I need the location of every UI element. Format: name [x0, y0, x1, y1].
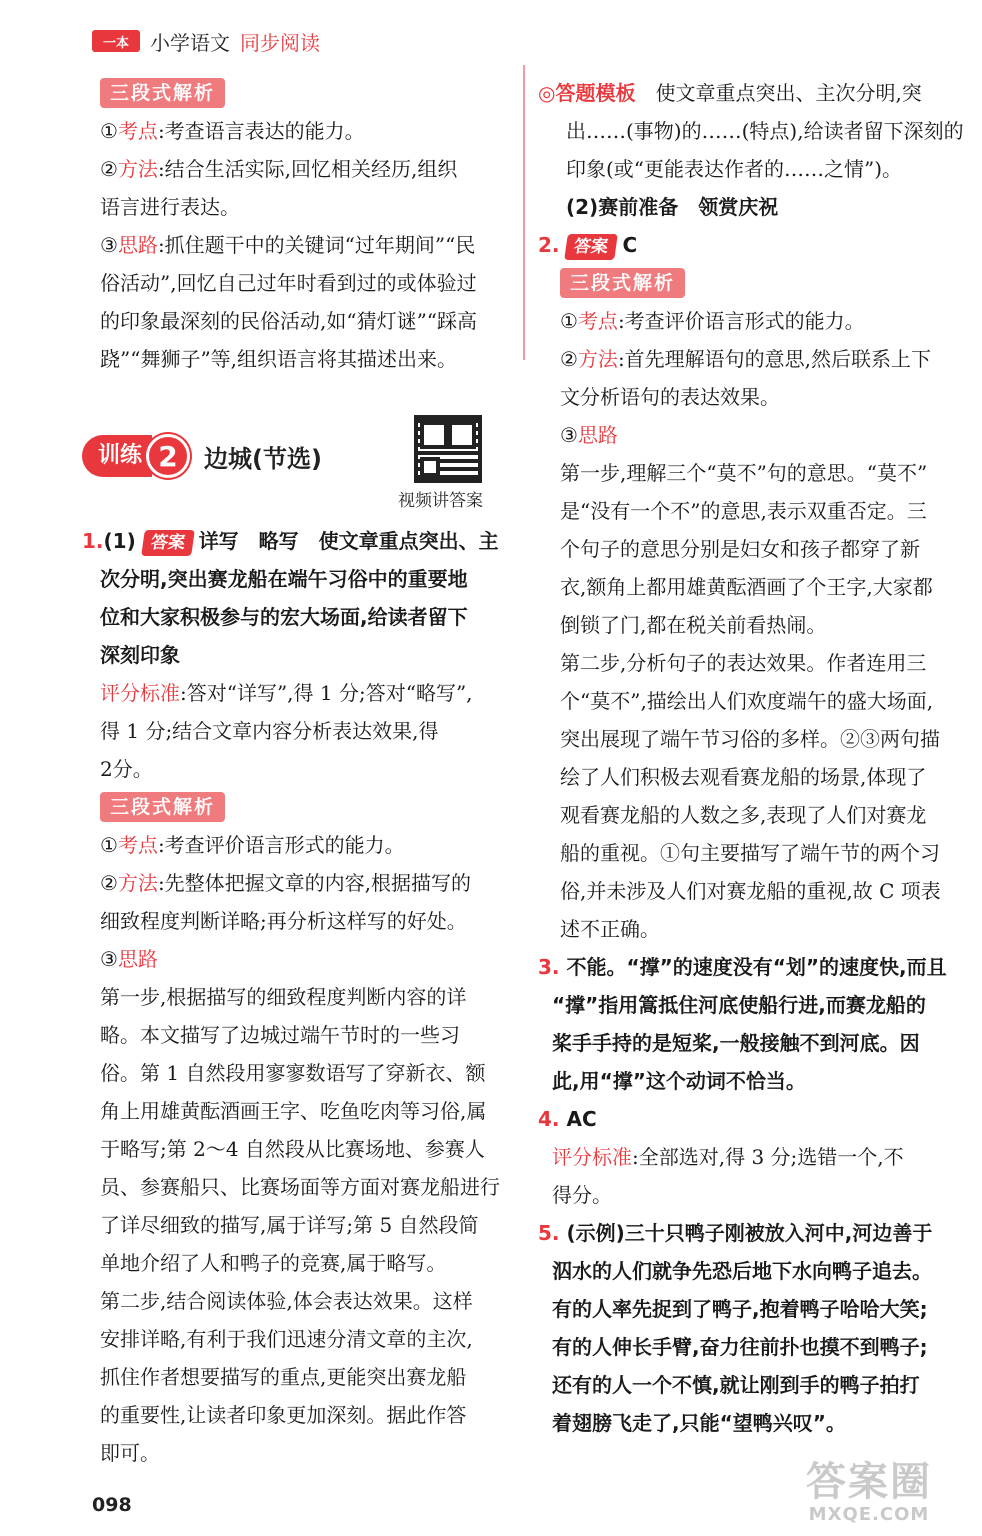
kaodian-text: :考查评价语言形式的能力。 — [617, 309, 865, 333]
q3-line — [538, 948, 962, 986]
text-line: 略。本文描写了边城过端午节时的一些习 — [100, 1023, 460, 1047]
text-line: 俗。第 1 自然段用寥寥数语写了穿新衣、额 — [100, 1061, 486, 1085]
score-label: 评分标准 — [100, 681, 180, 705]
text-line: 即可。 — [100, 1441, 160, 1465]
kaodian-line — [100, 826, 502, 864]
qr-code-icon[interactable] — [414, 415, 482, 483]
item-number: ① — [560, 309, 578, 333]
text-line: 单地介绍了人和鸭子的竞赛,属于略写。 — [100, 1251, 447, 1275]
section-heading: 三段式解析 — [100, 792, 225, 822]
text-line: 倒锁了门,都在税关前看热闹。 — [560, 613, 827, 637]
score-text: 得分。 — [552, 1183, 612, 1207]
fangfa-line — [560, 340, 962, 378]
text-line: 述不正确。 — [560, 917, 660, 941]
item-number: ② — [100, 871, 118, 895]
item-number: ② — [560, 347, 578, 371]
text-line: 抓住作者想要描写的重点,更能突出赛龙船 — [100, 1365, 467, 1389]
question-number: 3. — [538, 955, 560, 979]
training-title: 边城(节选) — [204, 444, 322, 473]
item-number: ③ — [100, 233, 118, 257]
fangfa-label: 方法 — [117, 871, 158, 895]
score-text: :答对“详写”,得 1 分;答对“略写”, — [180, 681, 473, 705]
answer-tag: 答案 — [141, 530, 195, 556]
item-number: ② — [100, 157, 118, 181]
question-number: 5. — [538, 1221, 560, 1245]
silu-line — [100, 226, 500, 264]
score-line — [552, 1138, 962, 1176]
text-line: 第一步,理解三个“莫不”句的意思。“莫不” — [560, 461, 928, 485]
answer-text: 桨手手持的是短桨,一般接触不到河底。因 — [552, 1031, 920, 1055]
book-subtitle: 同步阅读 — [240, 30, 320, 55]
answer-text: 泅水的人们就争先恐后地下水向鸭子追去。 — [552, 1259, 932, 1283]
q1-answer-line — [82, 522, 502, 560]
item-number: ③ — [560, 423, 578, 447]
fangfa-text: :首先理解语句的意思,然后联系上下 — [617, 347, 932, 371]
column-divider — [523, 65, 525, 360]
text-line: 的印象最深刻的民俗活动,如“猜灯谜”“踩高 — [100, 309, 478, 333]
text-line: 的重要性,让读者印象更加深刻。据此作答 — [100, 1403, 467, 1427]
text-line: 第二步,分析句子的表达效果。作者连用三 — [560, 651, 927, 675]
answer-text: C — [622, 233, 638, 257]
watermark — [806, 1459, 932, 1525]
answer-text: 不能。“撑”的速度没有“划”的速度快,而且 — [566, 955, 947, 979]
silu-label: 思路 — [117, 233, 158, 257]
text-line: 跷”“舞狮子”等,组织语言将其描述出来。 — [100, 347, 458, 371]
text-line: 突出展现了端午节习俗的多样。②③两句描 — [560, 727, 940, 751]
template-text: 出……(事物)的……(特点),给读者留下深刻的 — [566, 119, 964, 143]
q1-part2-answer: (2)赛前准备 领赏庆祝 — [566, 195, 779, 219]
training-label: 训练 — [82, 435, 152, 477]
text-line: 是“没有一个不”的意思,表示双重否定。三 — [560, 499, 927, 523]
qr-label: 视频讲答案 — [398, 491, 483, 511]
question-number: 2. — [538, 233, 560, 257]
silu-line — [560, 416, 962, 454]
q4-line — [538, 1100, 962, 1138]
answer-text: 有的人伸长手臂,奋力往前扑也摸不到鸭子; — [552, 1335, 928, 1359]
kaodian-label: 考点 — [577, 309, 618, 333]
page-number: 098 — [92, 1494, 132, 1516]
text-line: 细致程度判断详略;再分析这样写的好处。 — [100, 909, 467, 933]
kaodian-label: 考点 — [117, 119, 158, 143]
answer-text: (示例)三十只鸭子刚被放入河中,河边善于 — [566, 1221, 933, 1245]
kaodian-label: 考点 — [117, 833, 158, 857]
score-text: 2分。 — [100, 757, 153, 781]
fangfa-text: :结合生活实际,回忆相关经历,组织 — [157, 157, 458, 181]
q2-answer-line — [538, 226, 962, 264]
section-heading: 三段式解析 — [100, 78, 225, 108]
answer-text: 深刻印象 — [100, 643, 180, 667]
question-number: 4. — [538, 1107, 560, 1131]
answer-text: 次分明,突出赛龙船在端午习俗中的重要地 — [100, 567, 468, 591]
score-line — [100, 674, 502, 712]
answer-text: 有的人率先捉到了鸭子,抱着鸭子哈哈大笑; — [552, 1297, 928, 1321]
text-line: 个“莫不”,描绘出人们欢度端午的盛大场面, — [560, 689, 934, 713]
brand-logo: 一本 — [92, 30, 140, 52]
silu-label: 思路 — [117, 947, 158, 971]
answer-text: 详写 略写 使文章重点突出、主 — [198, 529, 499, 553]
answer-text: 位和大家积极参与的宏大场面,给读者留下 — [100, 605, 468, 629]
template-line — [538, 74, 962, 112]
text-line: 员、参赛船只、比赛场面等方面对赛龙船进行 — [100, 1175, 500, 1199]
q1-part: (1) — [103, 529, 136, 553]
answer-text: 着翅膀飞走了,只能“望鸭兴叹”。 — [552, 1411, 846, 1435]
item-number: ① — [100, 119, 118, 143]
text-line: 于略写;第 2～4 自然段从比赛场地、参赛人 — [100, 1137, 485, 1161]
text-line: 衣,额角上都用雄黄酝酒画了个王字,大家都 — [560, 575, 933, 599]
text-line: 了详尽细致的描写,属于详写;第 5 自然段简 — [100, 1213, 479, 1237]
page-header — [92, 26, 320, 56]
text-line: 俗活动”,回忆自己过年时看到过的或体验过 — [100, 271, 477, 295]
text-line: 俗,并未涉及人们对赛龙船的重视,故 C 项表 — [560, 879, 941, 903]
right-column — [538, 74, 962, 1442]
left-top-analysis — [100, 74, 500, 378]
question-number: 1. — [82, 529, 104, 553]
score-text: 得 1 分;结合文章内容分析表达效果,得 — [100, 719, 439, 743]
score-text: :全部选对,得 3 分;选错一个,不 — [632, 1145, 904, 1169]
answer-text: AC — [566, 1107, 597, 1131]
training-number: 2 — [146, 434, 190, 478]
kaodian-text: :考查评价语言形式的能力。 — [157, 833, 405, 857]
book-title: 小学语文 — [150, 30, 230, 55]
text-line: 语言进行表达。 — [100, 195, 240, 219]
section-heading: 三段式解析 — [560, 268, 685, 298]
text-line: 个句子的意思分别是妇女和孩子都穿了新 — [560, 537, 920, 561]
answer-text: “撑”指用篙抵住河底使船行进,而赛龙船的 — [552, 993, 926, 1017]
score-label: 评分标准 — [552, 1145, 632, 1169]
watermark-url: MXQE.COM — [808, 1504, 930, 1525]
question-1 — [82, 522, 502, 1472]
template-label: ◎答题模板 — [538, 81, 636, 105]
kaodian-text: :考查语言表达的能力。 — [157, 119, 365, 143]
answer-text: 还有的人一个不慎,就让刚到手的鸭子拍打 — [552, 1373, 920, 1397]
template-text: 使文章重点突出、主次分明,突 — [635, 81, 922, 105]
item-number: ① — [100, 833, 118, 857]
text-line: 绘了人们积极去观看赛龙船的场景,体现了 — [560, 765, 927, 789]
fangfa-label: 方法 — [117, 157, 158, 181]
text-line: 文分析语句的表达效果。 — [560, 385, 780, 409]
text-line: 角上用雄黄酝酒画王字、吃鱼吃肉等习俗,属 — [100, 1099, 487, 1123]
text-line: 观看赛龙船的人数之多,表现了人们对赛龙 — [560, 803, 927, 827]
text-line: 第一步,根据描写的细致程度判断内容的详 — [100, 985, 467, 1009]
q5-line — [538, 1214, 962, 1252]
silu-text: :抓住题干中的关键词“过年期间”“民 — [157, 233, 476, 257]
text-line: 安排详略,有利于我们迅速分清文章的主次, — [100, 1327, 473, 1351]
silu-line — [100, 940, 502, 978]
template-text: 印象(或“更能表达作者的……之情”)。 — [566, 157, 903, 181]
watermark-text: 答案圈 — [806, 1459, 932, 1505]
fangfa-line — [100, 150, 500, 188]
training-heading — [82, 434, 322, 478]
fangfa-line — [100, 864, 502, 902]
fangfa-label: 方法 — [577, 347, 618, 371]
answer-tag: 答案 — [565, 234, 619, 260]
kaodian-line — [100, 112, 500, 150]
text-line: 船的重视。①句主要描写了端午节的两个习 — [560, 841, 940, 865]
item-number: ③ — [100, 947, 118, 971]
silu-label: 思路 — [577, 423, 618, 447]
text-line: 第二步,结合阅读体验,体会表达效果。这样 — [100, 1289, 473, 1313]
kaodian-line — [560, 302, 962, 340]
fangfa-text: :先整体把握文章的内容,根据描写的 — [157, 871, 472, 895]
answer-text: 此,用“撑”这个动词不恰当。 — [552, 1069, 806, 1093]
